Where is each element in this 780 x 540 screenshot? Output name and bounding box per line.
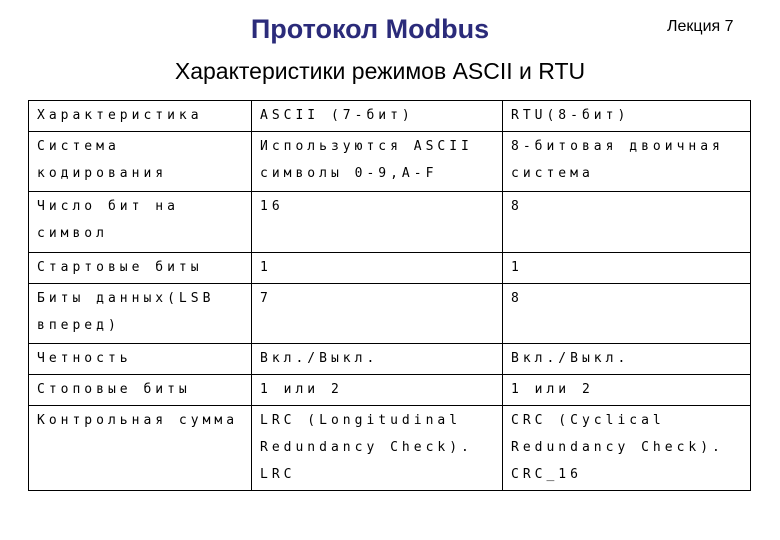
table-cell: 16	[252, 192, 503, 253]
table-row	[29, 344, 751, 375]
table-row	[29, 253, 751, 284]
table-row	[29, 284, 751, 344]
table-cell: Используются ASCII символы 0-9,A-F	[252, 132, 503, 192]
modes-comparison-table	[28, 100, 751, 491]
page-subtitle: Характеристики режимов ASCII и RTU	[174, 58, 586, 84]
table-cell: 8	[503, 284, 751, 344]
table-cell: Стартовые биты	[29, 253, 252, 284]
table-row	[29, 406, 751, 491]
table-cell: Число бит на символ	[29, 192, 252, 253]
table-cell: Стоповые биты	[29, 375, 252, 406]
table-cell: Контрольная сумма	[29, 406, 252, 491]
table-cell: 8-битовая двоичная система	[503, 132, 751, 192]
table-row	[29, 132, 751, 192]
header-cell-rtu: RTU(8-бит)	[503, 101, 751, 132]
table-cell: LRC (Longitudinal Redundancy Check). LRC	[252, 406, 503, 491]
table-cell: 7	[252, 284, 503, 344]
table-cell: 1	[503, 253, 751, 284]
table-row	[29, 375, 751, 406]
table-cell: Вкл./Выкл.	[503, 344, 751, 375]
table-cell: Четность	[29, 344, 252, 375]
header-cell-ascii: ASCII (7-бит)	[252, 101, 503, 132]
table-cell: Биты данных(LSB вперед)	[29, 284, 252, 344]
header-cell-characteristic: Характеристика	[29, 101, 252, 132]
table-row	[29, 192, 751, 253]
table-cell: 1 или 2	[252, 375, 503, 406]
table-header-row	[29, 101, 751, 132]
table-cell: 1 или 2	[503, 375, 751, 406]
page-title: Протокол Modbus	[250, 14, 490, 44]
table-cell: 8	[503, 192, 751, 253]
lecture-label: Лекция 7	[667, 18, 734, 35]
table-cell: Система кодирования	[29, 132, 252, 192]
table-cell: CRC (Cyclical Redundancy Check). CRC_16	[503, 406, 751, 491]
table-cell: 1	[252, 253, 503, 284]
table-cell: Вкл./Выкл.	[252, 344, 503, 375]
